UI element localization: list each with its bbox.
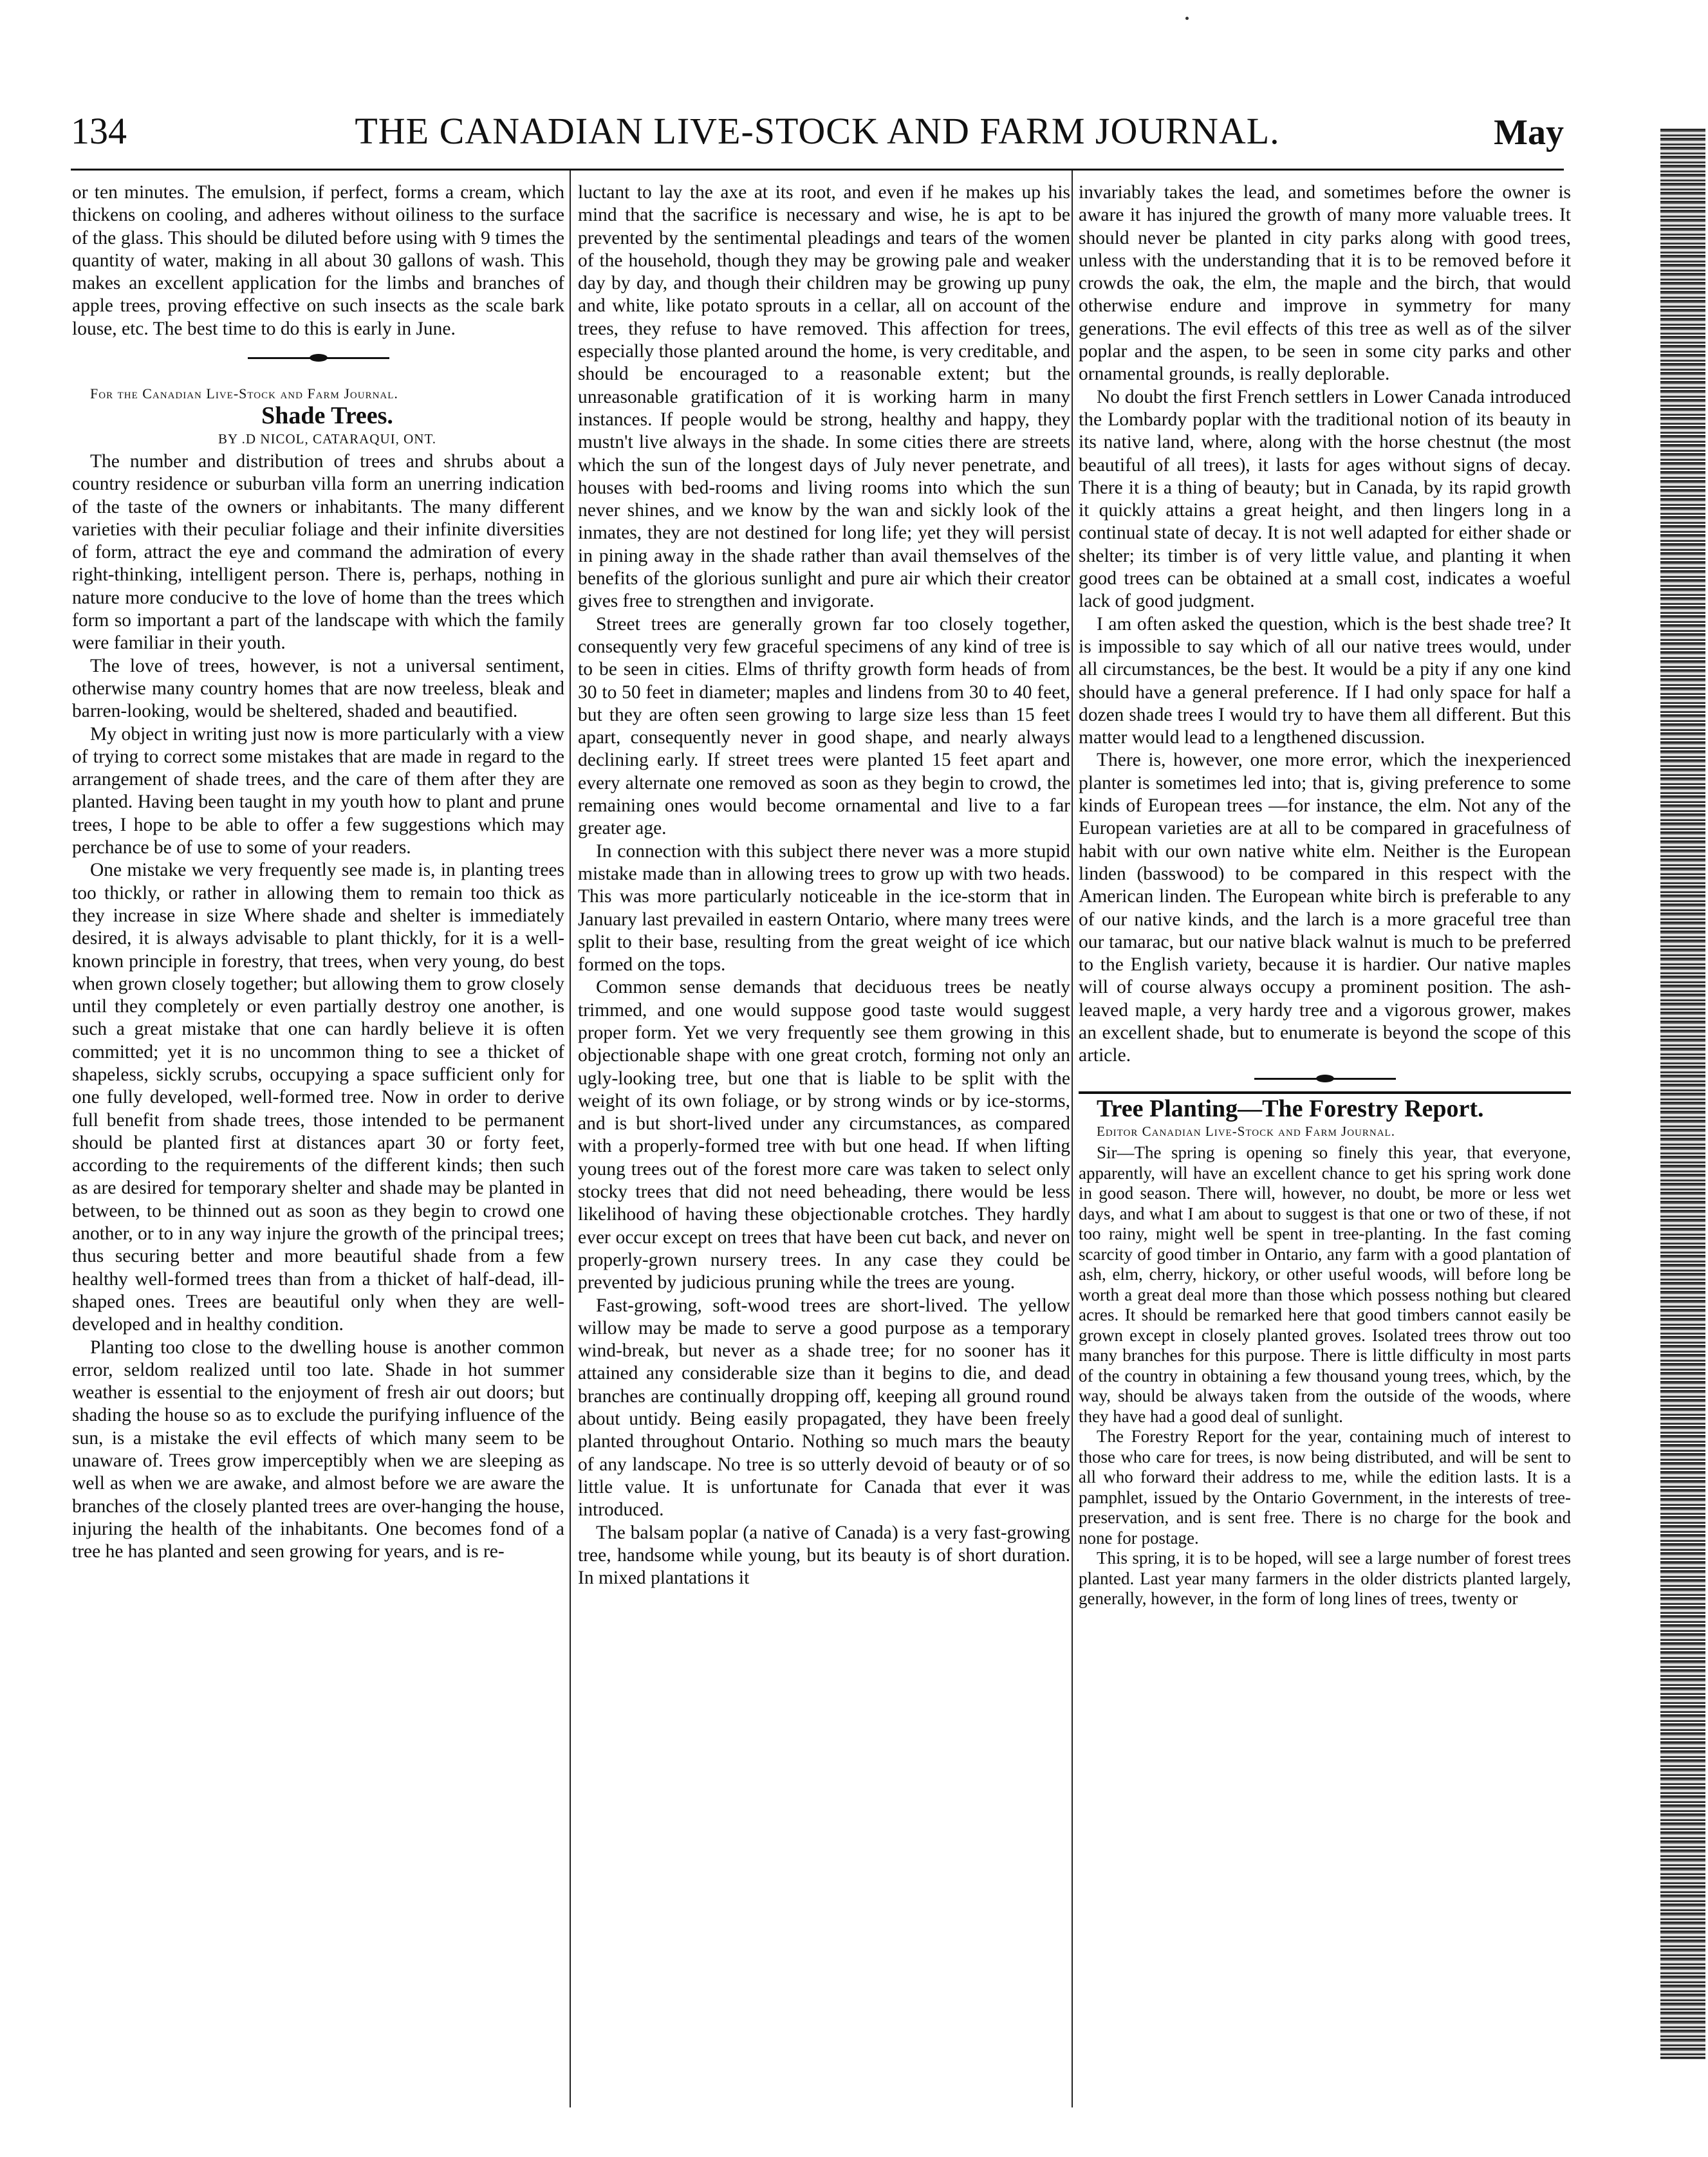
- section-rule: [1079, 1091, 1571, 1094]
- paragraph: My object in writing just now is more particularly with a view of trying to correct some mistakes that are made in regard to the arrangement of shade trees, and the care of them after they are planted. Having been taught in my youth how to plant and prune trees, I hope to be able to offer a few suggestions which may perchance be of use to some of your readers.: [72, 723, 564, 858]
- issue-month: May: [1494, 113, 1564, 153]
- paragraph: No doubt the first French settlers in Lower Canada introduced the Lombardy poplar with the traditional notion of its beauty in its native land, where, along with the horse chestnut (the most beautiful of all trees), it lasts for ages without signs of decay. There it is a thing of beauty; but in Canada, by its rapid growth it quickly attains a great height, and then lingers long in a continual state of decay. It is not well adapted for either shade or shelter; its timber is of very little value, and planting it when good trees can be obtained at a small cost, indicates a woeful lack of good judgment.: [1079, 386, 1571, 612]
- author-byline: BY .D NICOL, CATARAQUI, ONT.: [218, 430, 436, 447]
- editor-salutation: Editor Canadian Live-Stock and Farm Journal.: [1097, 1123, 1395, 1139]
- paragraph: The number and distribution of trees and shrubs about a country residence or suburban villa form an unerring indication of the taste of the owners or inhabitants. The many different varieties with their peculiar foliage and their infinite diversities of form, attract the eye and command the admiration of every right-thinking, intelligent person. There is, perhaps, nothing in nature more conducive to the love of home than the trees which form so important a part of the landscape with which the family were familiar in their youth.: [72, 450, 564, 654]
- paragraph: or ten minutes. The emulsion, if perfect, forms a cream, which thickens on cooling, and adheres without oiliness to the surface of the glass. This should be diluted before using with 9 times the quantity of water, making in all about 30 gallons of wash. This makes an excellent application for the limbs and branches of apple trees, proving effective on such insects as the scale bark louse, etc. The best time to do this is early in June.: [72, 182, 564, 339]
- column-1: [72, 181, 564, 2106]
- paragraph: Planting too close to the dwelling house is another common error, seldom realized until too late. Shade in hot summer weather is essential to the enjoyment of fresh air out doors; but shading the house so as to exclude the purifying influence of the sun, is a mistake the evil effects of which many seem to be unaware of. Trees grow imperceptibly when we are sleeping as well as when we are awake, and almost before we are aware the branches of the closely planted trees are over-hanging the house, injuring the health of the inhabitants. One becomes fond of a tree he has planted and seen growing for years, and is re-: [72, 1337, 564, 1562]
- paragraph: Common sense demands that deciduous trees be neatly trimmed, and one would suppose good taste would suggest proper form. Yet we very frequently see them growing in this objectionable shape with one great crotch, forming not only an ugly-looking tree, but one that is liable to be split with the weight of its own foliage, or by strong winds or by ice-storms, and is but short-lived under any circumstances, as compared with a properly-formed tree with but one head. If when lifting young trees out of the forest more care was taken to select only stocky trees that did not need beheading, there would be less likelihood of having these objectionable crotches. They hardly ever occur except on trees that have been cut back, and never on properly-grown nursery trees. In any case they could be prevented by judicious pruning while the trees are young.: [578, 977, 1070, 1293]
- source-line: For the Canadian Live-Stock and Farm Journal.: [90, 385, 398, 402]
- section-title: Tree Planting—The Forestry Report.: [1097, 1095, 1484, 1122]
- journal-title: THE CANADIAN LIVE-STOCK AND FARM JOURNAL.: [355, 110, 1280, 152]
- paragraph: luctant to lay the axe at its root, and even if he makes up his mind that the sacrifice is necessary and wise, he is apt to be prevented by the sentimental pleadings and tears of the women of the household, though they may be growing pale and weaker day by day, and though their children may be growing up puny and white, like potato sprouts in a cellar, all on account of the trees, they refuse to have removed. This affection for trees, especially those planted around the home, is very creditable, and should be encouraged to a reasonable extent; but the unreasonable gratification of it is working harm in many instances. If people would be strong, healthy and happy, they mustn't live always in the shade. In some cities there are streets which the sun of the longest days of July never penetrate, and houses with bed-rooms and living rooms into which the sun never shines, and we know by the wan and sickly look of the inmates, they are not destined for long life; yet they will persist in pining away in the shade rather than avail themselves of the benefits of the glorious sunlight and pure air which their creator gives free to strengthen and invigorate.: [578, 182, 1070, 612]
- section-divider: [248, 357, 389, 359]
- section-divider: [1254, 1078, 1396, 1080]
- header-rule: [71, 169, 1564, 171]
- page-number: 134: [71, 110, 127, 152]
- scanned-page-edge: [1660, 129, 1705, 2059]
- letter-body: [1079, 1143, 1571, 1609]
- paragraph: I am often asked the question, which is the best shade tree? It is impossible to say which of all our native trees would, under all circumstances, be the best. It would be a pity if any one kind should have a general preference. If I had only space for half a dozen shade trees I would try to have them all different. But this matter would lead to a lengthened discussion.: [1079, 613, 1571, 748]
- column-3: [1079, 181, 1571, 2106]
- article-title: Shade Trees.: [261, 402, 393, 430]
- scan-speck: [1185, 17, 1189, 20]
- column-divider-2: [1072, 171, 1073, 2107]
- paragraph: The love of trees, however, is not a universal sentiment, otherwise many country homes that are now treeless, bleak and barren-looking, would be sheltered, shaded and beautified.: [72, 655, 564, 722]
- paragraph: In connection with this subject there never was a more stupid mistake made than in allowing trees to grow up with two heads. This was more particularly noticeable in the ice-storm that in January last prevailed in eastern Ontario, where many trees were split to their base, resulting from the great weight of ice which formed on the tops.: [578, 840, 1070, 976]
- column-divider-1: [570, 171, 571, 2107]
- paragraph: The Forestry Report for the year, containing much of interest to those who care for trees, is now being distributed, and will be sent to all who forward their address to me, while the edition lasts. It is a pamphlet, issued by the Ontario Government, in the interests of tree-preservation, and is sent free. There is no charge for the book and none for postage.: [1079, 1427, 1571, 1548]
- paragraph: This spring, it is to be hoped, will see a large number of forest trees planted. Last year many farmers in the older districts planted largely, generally, however, in the form of long lines of trees, twenty or: [1079, 1548, 1571, 1609]
- column-2: [578, 181, 1070, 2106]
- paragraph: There is, however, one more error, which the inexperienced planter is sometimes led into; that is, giving preference to some kinds of European trees —for instance, the elm. Not any of the European varieties are at all to be compared in gracefulness of habit with our own native white elm. Neither is the European linden (basswood) to be compared in this respect with the American linden. The European white birch is preferable to any of our native kinds, and the larch is a more graceful tree than our tamarac, but our native black walnut is much to be preferred to the English variety, because it is hardier. Our native maples will of course always occupy a prominent position. The ash-leaved maple, a very hardy tree and a vigorous grower, makes an excellent shade, but to enumerate is beyond the scope of this article.: [1079, 750, 1571, 1066]
- paragraph: Fast-growing, soft-wood trees are short-lived. The yellow willow may be made to serve a good purpose as a temporary wind-break, but never as a shade tree; for no sooner has it attained any considerable size than it begins to die, and dead branches are continually dropping off, keeping all ground round about untidy. Being easily propagated, they have been freely planted throughout Ontario. Nothing so much mars the beauty of any landscape. No tree is so utterly devoid of beauty or of so little value. It is unfortunate for Canada that ever it was introduced.: [578, 1295, 1070, 1521]
- paragraph: Sir—The spring is opening so finely this year, that everyone, apparently, will have an excellent chance to get his spring work done in good season. There will, however, no doubt, be more or less wet days, and what I am about to suggest is that one or two of these, if not too rainy, might well be spent in tree-planting. In the fast coming scarcity of good timber in Ontario, any farm with a good plantation of ash, elm, cherry, hickory, or other useful woods, will before long be worth a great deal more than those which possess nothing but cleared acres. It should be remarked here that good timbers cannot easily be grown except in closely planted groves. Isolated trees throw out too many branches for this purpose. There is little difficulty in most parts of the country in obtaining a few thousand young trees, which, by the way, should be always taken from the outside of the woods, where they have had a good deal of sunlight.: [1079, 1143, 1571, 1426]
- paragraph: The balsam poplar (a native of Canada) is a very fast-growing tree, handsome while young, but its beauty is of short duration. In mixed plantations it: [578, 1522, 1070, 1589]
- paragraph: invariably takes the lead, and sometimes before the owner is aware it has injured the growth of many more valuable trees. It should never be planted in city parks along with good trees, unless with the understanding that it is to be removed before it crowds the oak, the elm, the maple and the birch, that would otherwise endure and improve in symmetry for many generations. The evil effects of this tree as well as of the silver poplar and the aspen, to be seen in some city parks and other ornamental grounds, is really deplorable.: [1079, 182, 1571, 385]
- paragraph: One mistake we very frequently see made is, in planting trees too thickly, or rather in allowing them to remain too thick as they increase in size Where shade and shelter is immediately desired, it is always advisable to plant thickly, for it is a well-known principle in forestry, that trees, when very young, do best when grown closely together; but allowing them to grow closely until they completely or even partially destroy one another, is such a great mistake that one can hardly believe it is often committed; yet it is no uncommon thing to see a thicket of shapeless, sickly scrubs, occupying a space sufficient only for one fully developed, well-formed tree. Now in order to derive full benefit from shade trees, those intended to be permanent should be planted first at distances apart 30 or forty feet, according to the requirements of the different kinds; then such as are desired for temporary shelter and shade may be planted in between, to be thinned out as soon as they begin to crowd one another, or to in any way injure the growth of the principal trees; thus securing better and more beautiful shade from a few healthy well-formed trees than from a thicket of half-dead, ill-shaped ones. Trees are beautiful only when they are well-developed and in healthy condition.: [72, 860, 564, 1335]
- page-header: [71, 103, 1564, 167]
- paragraph: Street trees are generally grown far too closely together, consequently very few graceful specimens of any kind of tree is to be seen in cities. Elms of thrifty growth form heads of from 30 to 50 feet in diameter; maples and lindens from 30 to 40 feet, but they are often seen growing to large size less than 15 feet apart, consequently never in good shape, and nearly always declining early. If street trees were planted 15 feet apart and every alternate one removed as soon as they begin to crowd, the remaining ones would become ornamental and live to a far greater age.: [578, 613, 1070, 839]
